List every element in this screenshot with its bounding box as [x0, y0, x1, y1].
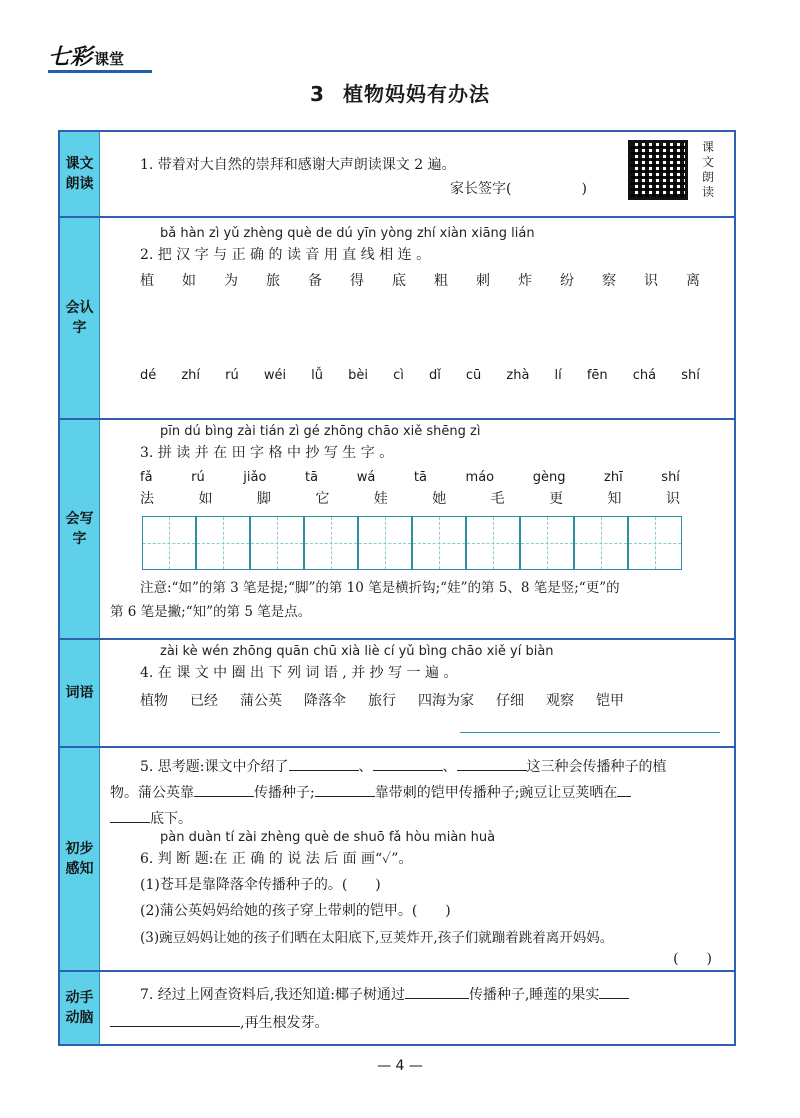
char-item: 娃 [373, 491, 388, 507]
char-item[interactable]: 识 [644, 273, 658, 289]
section-label-words: 词语 [60, 640, 100, 746]
writing-cell[interactable] [250, 516, 304, 570]
write-pinyins [140, 470, 680, 485]
pinyin-item[interactable]: bèi [348, 368, 368, 383]
lesson-title [0, 78, 800, 107]
char-item: 法 [140, 491, 154, 507]
writing-cell[interactable] [466, 516, 520, 570]
answer-blank[interactable] [373, 757, 443, 771]
q6-pinyin: pàn duàn tí zài zhèng què de shuō fǎ hòu miàn huà [160, 830, 496, 845]
question-1: 1. 带着对大自然的崇拜和感谢大声朗读课文 2 遍。 [140, 157, 456, 173]
answer-blank[interactable] [599, 985, 629, 999]
char-item: 脚 [256, 491, 271, 507]
tianzige-grid [142, 516, 682, 570]
char-item: 她 [432, 491, 447, 507]
write-note-2: 第 6 笔是撇;“知”的第 5 笔是点。 [110, 604, 312, 620]
answer-blank[interactable] [617, 783, 631, 797]
section-label-hands: 动手动脑 [60, 972, 100, 1044]
question-3: 3. 拼 读 并 在 田 字 格 中 抄 写 生 字 。 [140, 445, 394, 461]
section-recognize [110, 218, 726, 418]
statement-3: (3)豌豆妈妈让她的孩子们晒在太阳底下,豆荚炸开,孩子们就蹦着跳着离开妈妈。 [140, 930, 614, 946]
write-note-1: 注意:“如”的第 3 笔是提;“脚”的第 10 笔是横折钩;“娃”的第 5、8 笔是竖;“更”的 [140, 580, 620, 596]
section-label-perceive: 初步感知 [60, 748, 100, 970]
answer-blank[interactable] [315, 783, 375, 797]
pinyin-item[interactable]: cì [393, 368, 404, 383]
answer-blank[interactable] [289, 757, 359, 771]
section-read [110, 132, 726, 216]
word-list [140, 690, 624, 710]
char-item[interactable]: 刺 [476, 273, 490, 289]
section-hands [110, 972, 726, 1044]
copy-line[interactable] [460, 732, 720, 733]
parent-signature[interactable]: 家长签字( ) [450, 181, 587, 197]
answer-blank[interactable] [194, 783, 254, 797]
pinyin-item[interactable]: lí [554, 368, 562, 383]
pinyin-item: rú [191, 470, 205, 485]
statement-3-answer[interactable]: ( ) [673, 951, 712, 967]
question-5-line2: 物。蒲公英靠 传播种子; 靠带刺的铠甲传播种子;豌豆让豆荚晒在 [110, 782, 631, 802]
pinyin-item[interactable]: dé [140, 368, 157, 383]
word-item[interactable]: 铠甲 [596, 693, 624, 709]
statement-2[interactable]: (2)蒲公英妈妈给她的孩子穿上带刺的铠甲。( ) [140, 903, 451, 919]
question-5-line3: 底下。 [110, 808, 192, 828]
char-item: 识 [665, 491, 680, 507]
lesson-number: 3 [310, 82, 325, 106]
word-item[interactable]: 旅行 [368, 693, 396, 709]
pinyin-item: máo [465, 470, 495, 485]
pinyin-item: wá [356, 470, 376, 485]
question-7-line2: ,再生根发芽。 [110, 1012, 328, 1032]
pinyin-item: tā [413, 470, 427, 485]
question-5: 5. 思考题:课文中介绍了 、 、 这三种会传播种子的植 [140, 759, 667, 775]
word-item[interactable]: 植物 [140, 693, 168, 709]
char-item[interactable]: 察 [602, 273, 616, 289]
section-label-write: 会写字 [60, 420, 100, 638]
writing-cell[interactable] [196, 516, 250, 570]
writing-cell[interactable] [574, 516, 628, 570]
writing-cell[interactable] [412, 516, 466, 570]
pinyin-item[interactable]: shí [681, 368, 700, 383]
word-item[interactable]: 仔细 [496, 693, 524, 709]
char-item[interactable]: 为 [224, 273, 238, 289]
pinyin-item: jiǎo [243, 470, 267, 485]
writing-cell[interactable] [628, 516, 682, 570]
pinyin-item[interactable]: dǐ [428, 368, 441, 383]
writing-cell[interactable] [520, 516, 574, 570]
worksheet-frame [58, 130, 736, 1046]
word-item[interactable]: 降落伞 [304, 693, 346, 709]
answer-blank[interactable] [457, 757, 527, 771]
pinyin-item: zhī [604, 470, 623, 485]
recognize-pinyins [140, 368, 700, 383]
pinyin-item: shí [661, 470, 680, 485]
section-perceive [110, 748, 726, 970]
writing-cell[interactable] [304, 516, 358, 570]
q2-pinyin: bǎ hàn zì yǔ zhèng què de dú yīn yòng zhí xiàn xiāng lián [160, 226, 535, 241]
section-label-read: 课文朗读 [60, 132, 100, 216]
char-item[interactable]: 炸 [518, 273, 532, 289]
question-7: 7. 经过上网查资料后,我还知道:椰子树通过 传播种子,睡莲的果实 [140, 984, 629, 1004]
word-item[interactable]: 四海为家 [418, 693, 474, 709]
pinyin-item[interactable]: cū [465, 368, 482, 383]
pinyin-item[interactable]: wéi [263, 368, 287, 383]
char-item[interactable]: 旅 [266, 273, 280, 289]
char-item: 更 [549, 491, 564, 507]
pinyin-item: gèng [532, 470, 566, 485]
pinyin-item[interactable]: fēn [586, 368, 608, 383]
answer-blank[interactable] [405, 985, 469, 999]
section-words [110, 640, 726, 746]
page-number: — 4 — [377, 1058, 423, 1074]
word-item[interactable]: 蒲公英 [240, 693, 282, 709]
recognize-chars [140, 270, 700, 290]
write-chars [140, 488, 680, 508]
word-item[interactable]: 观察 [546, 693, 574, 709]
char-item[interactable]: 离 [686, 273, 700, 289]
pinyin-item: fǎ [140, 470, 153, 485]
section-label-recognize: 会认字 [60, 218, 100, 418]
answer-blank[interactable] [110, 809, 150, 823]
char-item[interactable]: 植 [140, 273, 154, 289]
question-2: 2. 把 汉 字 与 正 确 的 读 音 用 直 线 相 连 。 [140, 247, 431, 263]
lesson-title-text: 植物妈妈有办法 [342, 82, 490, 106]
pinyin-item[interactable]: lǚ [311, 368, 324, 383]
char-item[interactable]: 底 [392, 273, 406, 289]
q4-pinyin: zài kè wén zhōng quān chū xià liè cí yǔ bìng chāo xiě yí biàn [160, 644, 554, 659]
writing-cell[interactable] [358, 516, 412, 570]
statement-1[interactable]: (1)苍耳是靠降落伞传播种子的。( ) [140, 877, 381, 893]
char-item: 如 [198, 491, 213, 507]
char-item[interactable]: 得 [350, 273, 364, 289]
qr-label: 课文朗读 [701, 140, 714, 199]
question-4: 4. 在 课 文 中 圈 出 下 列 词 语 , 并 抄 写 一 遍 。 [140, 665, 458, 681]
word-item[interactable]: 已经 [190, 693, 218, 709]
char-item[interactable]: 纷 [560, 273, 574, 289]
answer-blank[interactable] [110, 1013, 240, 1027]
pinyin-item: tā [305, 470, 319, 485]
qr-code[interactable] [628, 140, 688, 200]
char-item[interactable]: 备 [308, 273, 322, 289]
char-item[interactable]: 如 [182, 273, 196, 289]
pinyin-item[interactable]: chá [632, 368, 657, 383]
writing-cell[interactable] [142, 516, 196, 570]
question-6: 6. 判 断 题:在 正 确 的 说 法 后 面 画“✓”。 [140, 851, 413, 867]
brand-logo: 七彩 课堂 [48, 45, 125, 70]
pinyin-item[interactable]: zhí [181, 368, 201, 383]
pinyin-item[interactable]: rú [225, 368, 239, 383]
char-item: 毛 [490, 491, 505, 507]
char-item: 知 [607, 491, 622, 507]
logo-underline [48, 70, 152, 73]
char-item[interactable]: 粗 [434, 273, 448, 289]
char-item: 它 [315, 491, 330, 507]
q3-pinyin: pīn dú bìng zài tián zì gé zhōng chāo xiě shēng zì [160, 424, 481, 439]
pinyin-item[interactable]: zhà [506, 368, 530, 383]
